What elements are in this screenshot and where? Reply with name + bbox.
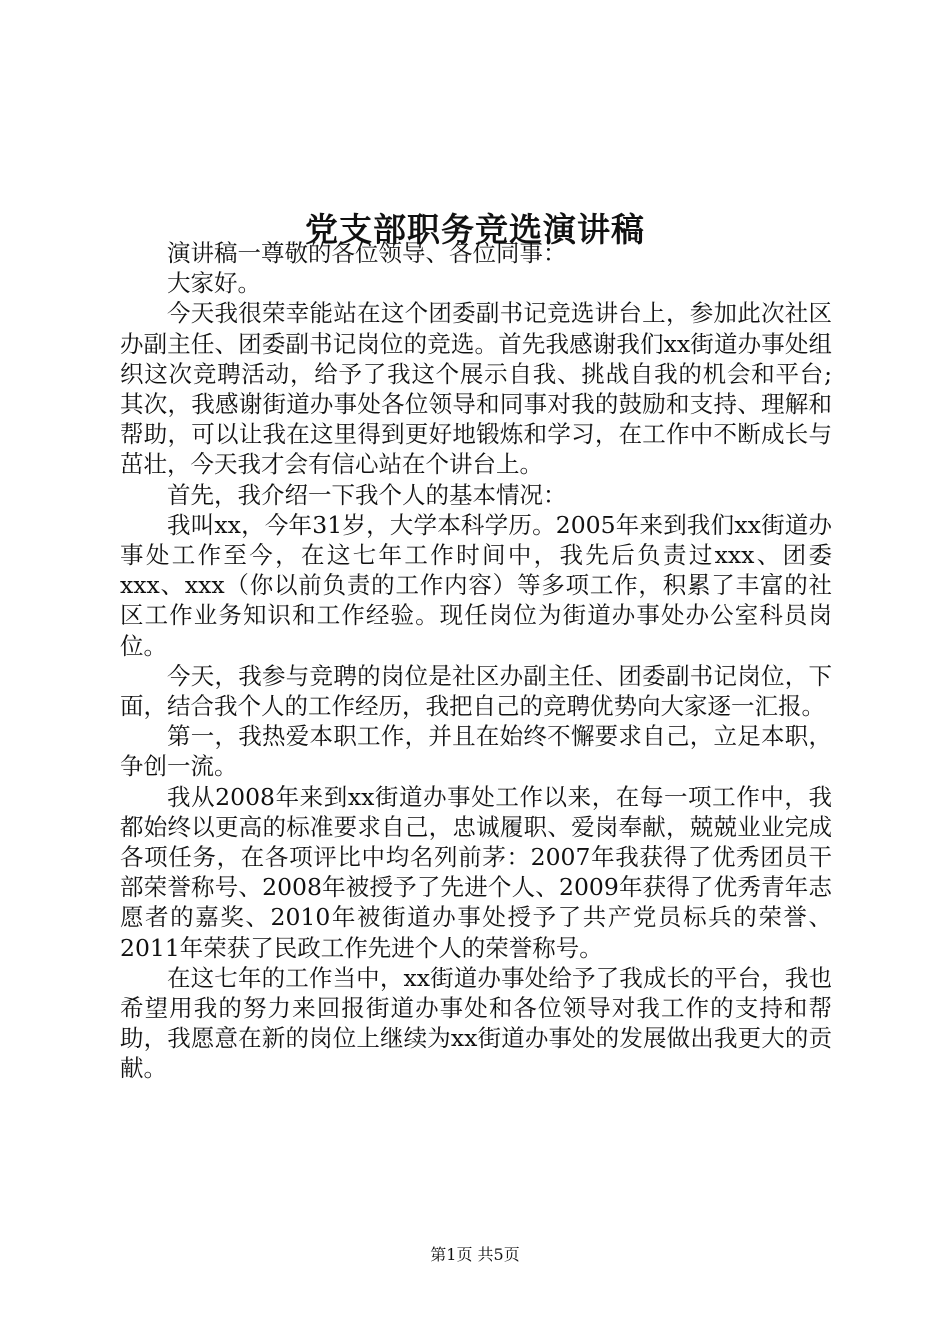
- paragraph-greeting: 大家好。: [167, 269, 261, 298]
- paragraph-self-intro-heading: 首先，我介绍一下我个人的基本情况：: [167, 480, 567, 509]
- paragraph-greeting-salutation: 演讲稿一尊敬的各位领导、各位同事：: [167, 239, 567, 267]
- paragraph-achievements: 我从2008年来到xx街道办事处工作以来，在每一项工作中，我都始终以更高的标准要求自己，忠诚履职、爱岗奉献，兢兢业业完成各项任务，在各项评比中均名列前茅：2007年我获得了优秀团员干部荣誉称号、2008年被授予了先进个人、2009年获得了优秀青年志愿者的嘉奖、2010年被街道办事处授予了共产党员标兵的荣誉、2011年荣获了民政工作先进个人的荣誉称号。: [120, 782, 832, 962]
- paragraph-background: 我叫xx，今年31岁，大学本科学历。2005年来到我们xx街道办事处工作至今，在这七年工作时间中，我先后负责过xxx、团委xxx、xxx（你以前负责的工作内容）等多项工作，积累了丰富的社区工作业务知识和工作经验。现任岗位为街道办事处办公室科员岗位。: [120, 510, 832, 660]
- page-title: 党支部职务竞选演讲稿: [305, 210, 645, 250]
- paragraph-point-one: 第一，我热爱本职工作，并且在始终不懈要求自己，立足本职，争创一流。: [120, 722, 832, 781]
- document-body: [120, 238, 832, 1084]
- paragraph-position: 今天，我参与竞聘的岗位是社区办副主任、团委副书记岗位，下面，结合我个人的工作经历，我把自己的竞聘优势向大家逐一汇报。: [120, 661, 832, 721]
- paragraph-closing: 在这七年的工作当中，xx街道办事处给予了我成长的平台，我也希望用我的努力来回报街道办事处和各位领导对我工作的支持和帮助，我愿意在新的岗位上继续为xx街道办事处的发展做出我更大的贡献。: [120, 963, 832, 1083]
- page-number: 第1页 共5页: [430, 1245, 520, 1264]
- paragraph-introduction: 今天我很荣幸能站在这个团委副书记竞选讲台上，参加此次社区办副主任、团委副书记岗位的竞选。首先我感谢我们xx街道办事处组织这次竞聘活动，给予了我这个展示自我、挑战自我的机会和平台;其次，我感谢街道办事处各位领导和同事对我的鼓励和支持、理解和帮助，可以让我在这里得到更好地锻炼和学习，在工作中不断成长与茁壮，今天我才会有信心站在个讲台上。: [120, 299, 832, 479]
